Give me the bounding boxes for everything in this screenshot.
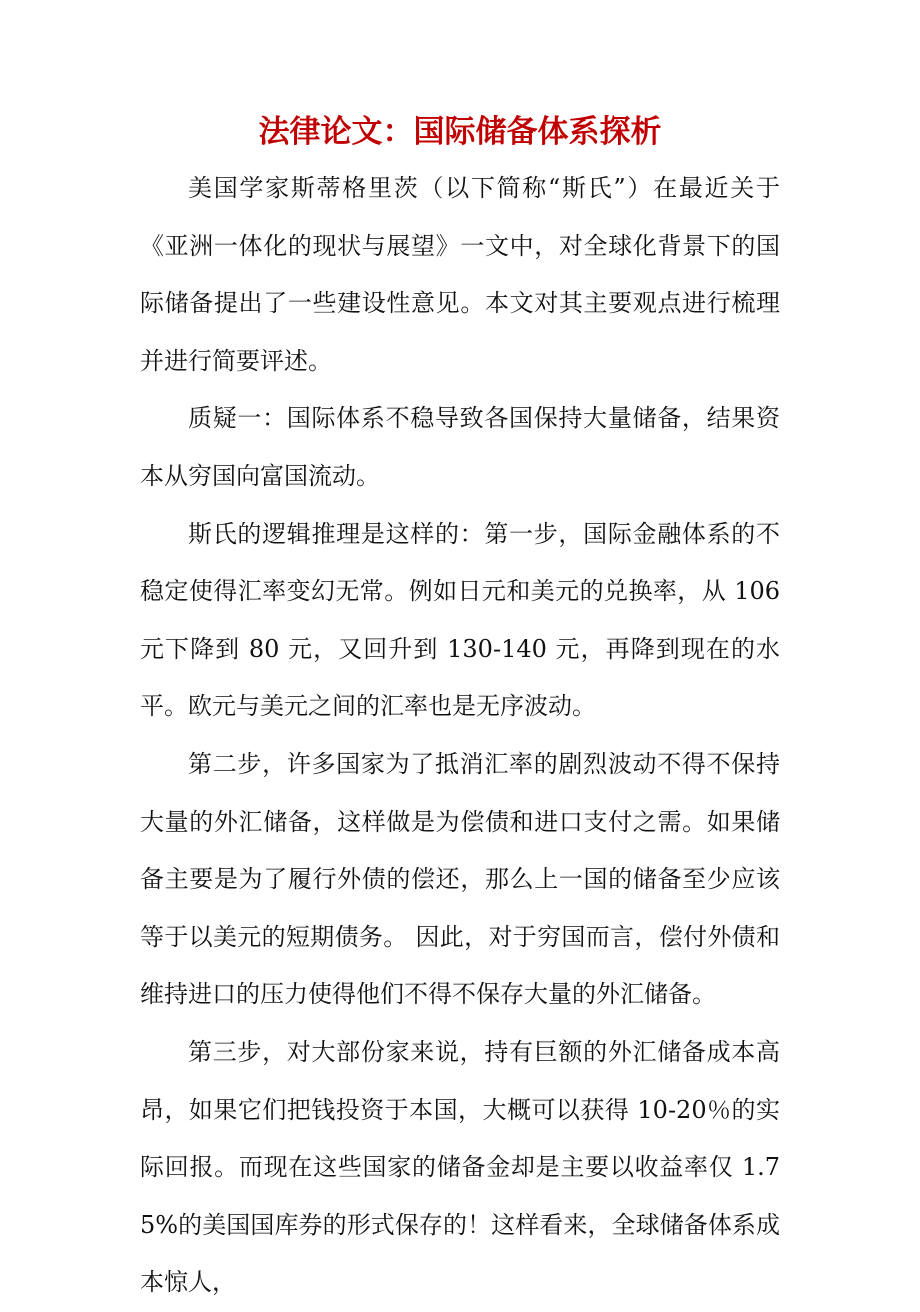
document-title: 法律论文：国际储备体系探析: [258, 114, 662, 150]
paragraph-step-two: 第二步，许多国家为了抵消汇率的剧烈波动不得不保持大量的外汇储备，这样做是为偿债和进口支付之需。如果储备主要是为了履行外债的偿还，那么上一国的储备至少应该等于以美元的短期债务。 因此，对于穷国而言，偿付外债和维持进口的压力使得他们不得不保存大量的外汇储备。: [140, 749, 780, 1009]
paragraph-question-one: 质疑一：国际体系不稳导致各国保持大量储备，结果资本从穷国向富国流动。: [140, 404, 780, 490]
paragraph-intro: 美国学家斯蒂格里茨（以下简称“斯氏”）在最近关于《亚洲一体化的现状与展望》一文中，对全球化背景下的国际储备提出了一些建设性意见。本文对其主要观点进行梳理并进行简要评述。: [140, 174, 780, 375]
paragraph-step-three: 第三步，对大部份家来说，持有巨额的外汇储备成本高昂，如果它们把钱投资于本国，大概可以获得 10-20％的实际回报。而现在这些国家的储备金却是主要以收益率仅 1.75%的美国国库券的形式保存的！这样看来，全球储备体系成本惊人，: [140, 1037, 780, 1297]
paragraph-step-one: 斯氏的逻辑推理是这样的：第一步，国际金融体系的不稳定使得汇率变幻无常。例如日元和美元的兑换率，从 106 元下降到 80 元，又回升到 130-140 元，再降到现在的水平。欧元与美元之间的汇率也是无序波动。: [140, 519, 780, 721]
document-body: [140, 160, 780, 1312]
